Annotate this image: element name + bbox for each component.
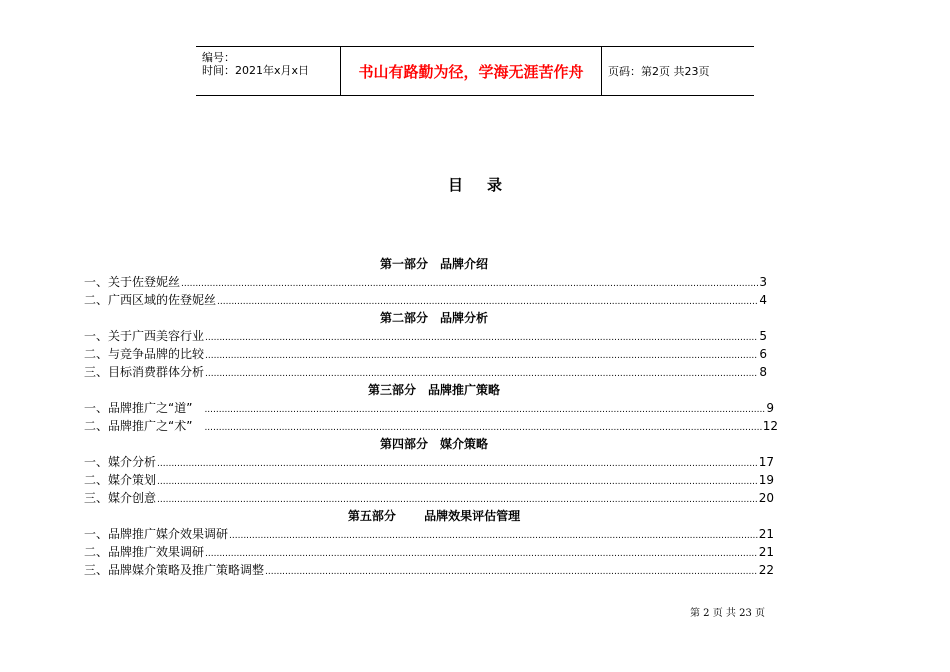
toc-entry-page: 8	[759, 365, 767, 379]
page-header	[196, 46, 754, 96]
toc-entry-page: 21	[758, 527, 774, 541]
toc-entry-page: 3	[759, 275, 767, 289]
toc-entry-label: 一、品牌推广媒介效果调研	[84, 527, 229, 541]
toc-entry-page: 5	[759, 329, 767, 343]
toc-entry-label: 一、关于佐登妮丝	[84, 275, 181, 289]
toc-title: 目录	[447, 176, 526, 194]
toc-entry-label: 二、品牌推广效果调研	[84, 545, 205, 559]
toc-entry-label: 三、媒介创意	[84, 491, 157, 505]
toc-entry[interactable]	[84, 561, 774, 579]
toc-entry-label: 二、与竞争品牌的比较	[84, 347, 205, 361]
toc-entry-page: 4	[759, 293, 767, 307]
toc-entry-page: 17	[758, 455, 774, 469]
toc-entry-page: 6	[759, 347, 767, 361]
toc-entry-label: 二、品牌推广之“术”	[84, 419, 193, 433]
toc-entry-label: 三、品牌媒介策略及推广策略调整	[84, 563, 265, 577]
toc-entry-page: 20	[758, 491, 774, 505]
toc-entry[interactable]	[84, 417, 778, 435]
toc-entry[interactable]	[84, 291, 767, 309]
toc-entry[interactable]	[84, 363, 767, 381]
toc-entry-label: 一、媒介分析	[84, 455, 157, 469]
toc-entry-page: 22	[758, 563, 774, 577]
toc-leader-dots	[204, 401, 765, 419]
toc-entry[interactable]	[84, 525, 774, 543]
toc-entry-page: 9	[766, 401, 774, 415]
toc-leader-dots	[181, 275, 758, 293]
table-of-contents	[84, 255, 784, 579]
toc-entry[interactable]	[84, 327, 767, 345]
toc-part-title: 第三部分 品牌推广策略	[367, 383, 500, 397]
header-page-label: 页码：第2页 共23页	[608, 65, 710, 78]
toc-leader-dots	[229, 527, 758, 545]
page-footer: 第 2 页 共 23 页	[690, 608, 765, 619]
toc-entry[interactable]	[84, 453, 774, 471]
toc-leader-dots	[265, 563, 758, 581]
toc-entry[interactable]	[84, 345, 767, 363]
toc-leader-dots	[157, 455, 758, 473]
toc-entry[interactable]	[84, 471, 774, 489]
toc-entry[interactable]	[84, 489, 774, 507]
toc-leader-dots	[205, 347, 758, 365]
toc-entry-label: 一、关于广西美容行业	[84, 329, 205, 343]
toc-leader-dots	[157, 473, 758, 491]
toc-entry-page: 12	[762, 419, 778, 433]
header-date-label: 时间：2021年x月x日	[202, 64, 310, 77]
toc-entry[interactable]	[84, 399, 774, 417]
toc-entry[interactable]	[84, 543, 774, 561]
header-number-label: 编号：	[202, 51, 235, 64]
toc-entry[interactable]	[84, 273, 767, 291]
toc-entry-label: 一、品牌推广之“道”	[84, 401, 193, 415]
toc-entry-page: 21	[758, 545, 774, 559]
toc-entry-label: 二、媒介策划	[84, 473, 157, 487]
toc-entry-label: 二、广西区域的佐登妮丝	[84, 293, 217, 307]
header-meta	[196, 47, 340, 95]
toc-part-title: 第四部分 媒介策略	[379, 437, 488, 451]
toc-part-title: 第一部分 品牌介绍	[379, 257, 488, 271]
toc-entry-page: 19	[758, 473, 774, 487]
toc-leader-dots	[205, 329, 758, 347]
toc-leader-dots	[205, 545, 758, 563]
header-motto: 书山有路勤为径，学海无涯苦作舟	[340, 47, 602, 95]
toc-entry-label: 三、目标消费群体分析	[84, 365, 205, 379]
toc-part-title: 第二部分 品牌分析	[379, 311, 488, 325]
toc-part-title: 第五部分 品牌效果评估管理	[347, 509, 521, 523]
